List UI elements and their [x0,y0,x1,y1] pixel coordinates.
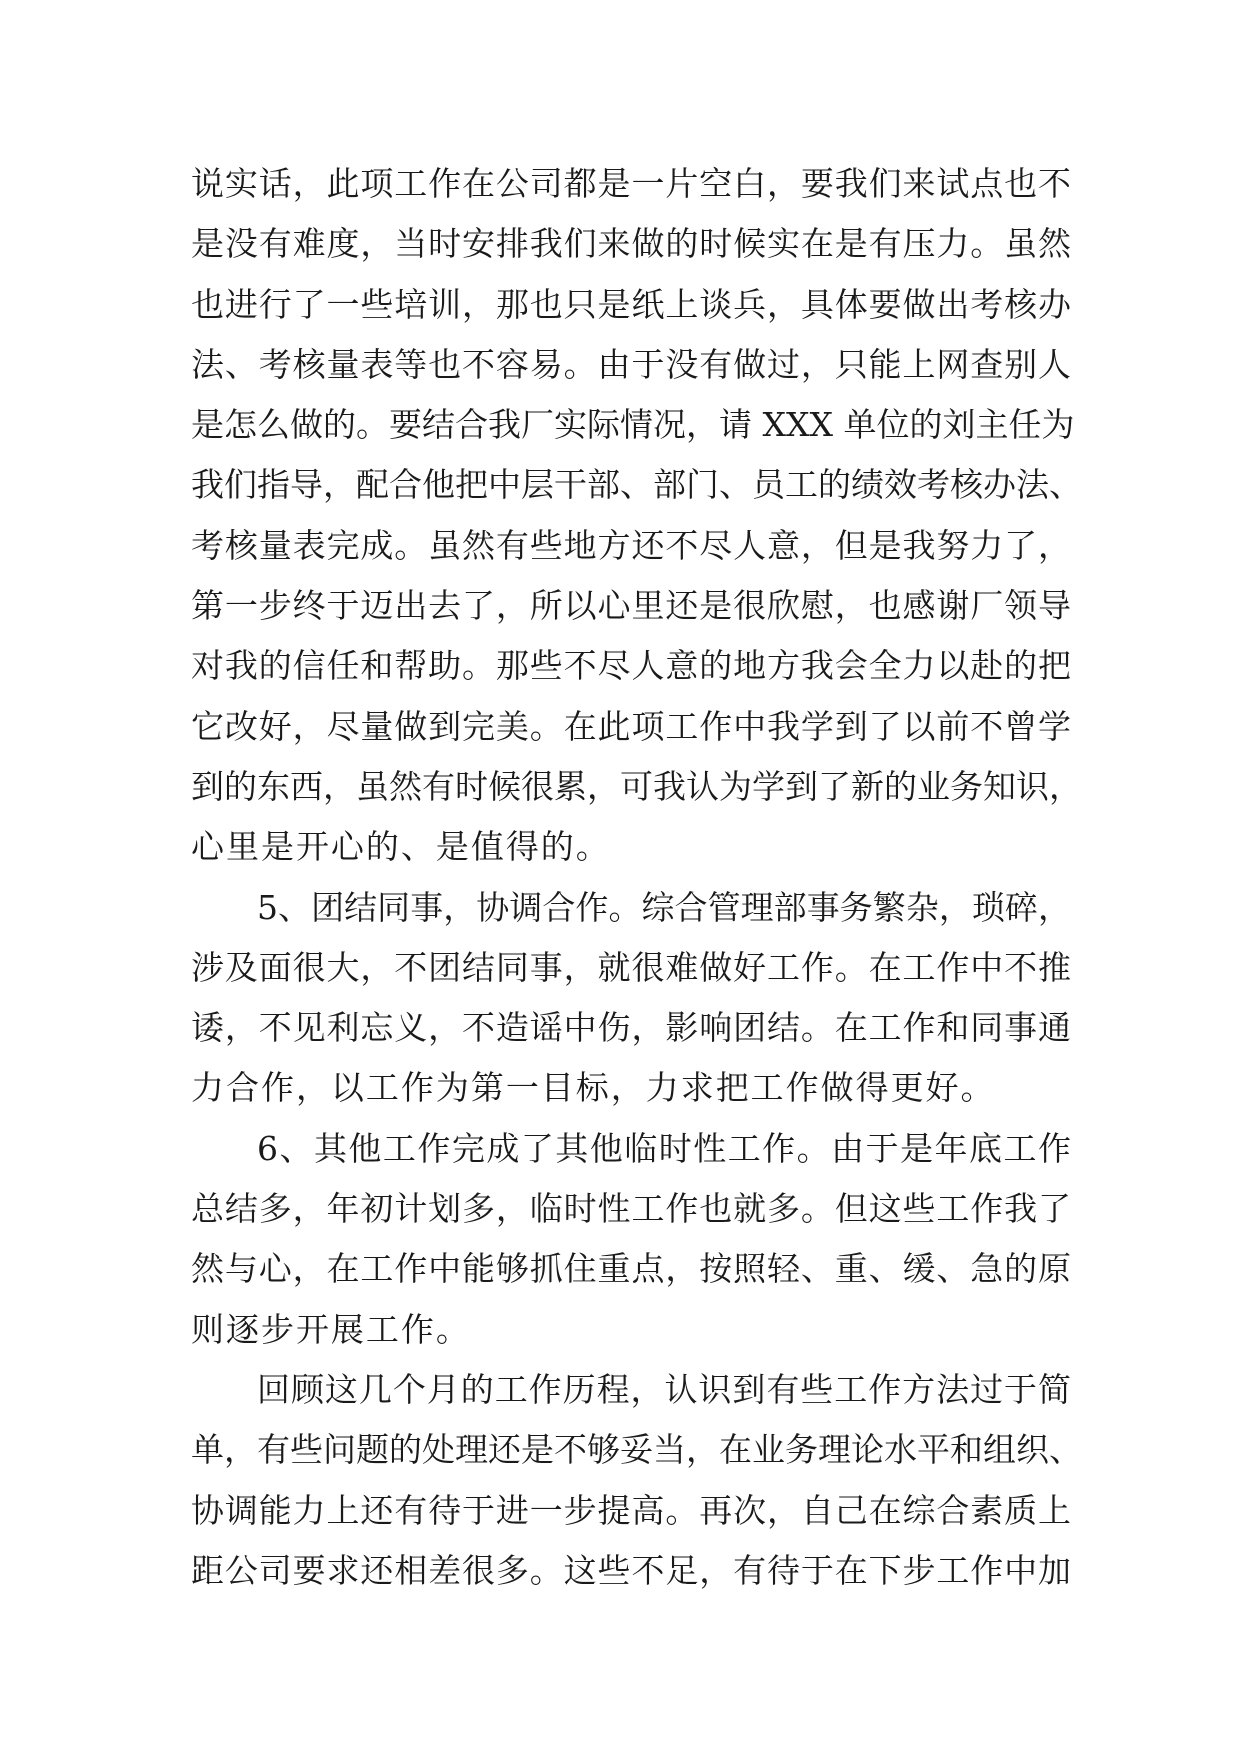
text-line: 涉及面很大，不团结同事，就很难做好工作。在工作中不推 [191,947,1071,987]
text-line: 力合作，以工作为第一目标，力求把工作做得更好。 [191,1068,996,1108]
text-line: 对我的信任和帮助。那些不尽人意的地方我会全力以赴的把 [191,646,1071,686]
text-line: 回顾这几个月的工作历程，认识到有些工作方法过于简 [257,1369,1071,1409]
text-line: 考核量表完成。虽然有些地方还不尽人意，但是我努力了， [191,525,1071,565]
text-line: 总结多，年初计划多，临时性工作也就多。但这些工作我了 [191,1189,1071,1229]
text-line: 说实话，此项工作在公司都是一片空白，要我们来试点也不 [191,164,1071,203]
text-line: 心里是开心的、是值得的。 [191,827,611,867]
text-line: 然与心，在工作中能够抓住重点，按照轻、重、缓、急的原 [191,1249,1071,1289]
text-line: 距公司要求还相差很多。这些不足，有待于在下步工作中加 [191,1550,1071,1590]
text-line: 到的东西，虽然有时候很累，可我认为学到了新的业务知识， [191,766,1082,806]
text-line: 协调能力上还有待于进一步提高。再次，自己在综合素质上 [191,1490,1071,1530]
text-line: 是怎么做的。要结合我厂实际情况，请 XXX 单位的刘主任为 [191,405,1075,445]
text-line: 6、其他工作完成了其他临时性工作。由于是年底工作 [257,1128,1071,1168]
text-line: 也进行了一些培训，那也只是纸上谈兵，具体要做出考核办 [191,284,1071,324]
text-line: 单，有些问题的处理还是不够妥当，在业务理论水平和组织、 [191,1430,1082,1470]
text-line: 5、团结同事，协调合作。综合管理部事务繁杂，琐碎， [257,887,1071,927]
text-line: 它改好，尽量做到完美。在此项工作中我学到了以前不曾学 [191,706,1071,746]
text-line: 法、考核量表等也不容易。由于没有做过，只能上网查别人 [191,344,1071,384]
text-line: 则逐步开展工作。 [191,1309,471,1349]
text-line: 是没有难度，当时安排我们来做的时候实在是有压力。虽然 [191,224,1071,264]
text-line: 我们指导，配合他把中层干部、部门、员工的绩效考核办法、 [191,465,1082,505]
body-text [191,154,1082,1601]
text-line: 第一步终于迈出去了，所以心里还是很欣慰，也感谢厂领导 [191,586,1071,626]
text-line: 诿，不见利忘义，不造谣中伤，影响团结。在工作和同事通 [191,1008,1071,1048]
